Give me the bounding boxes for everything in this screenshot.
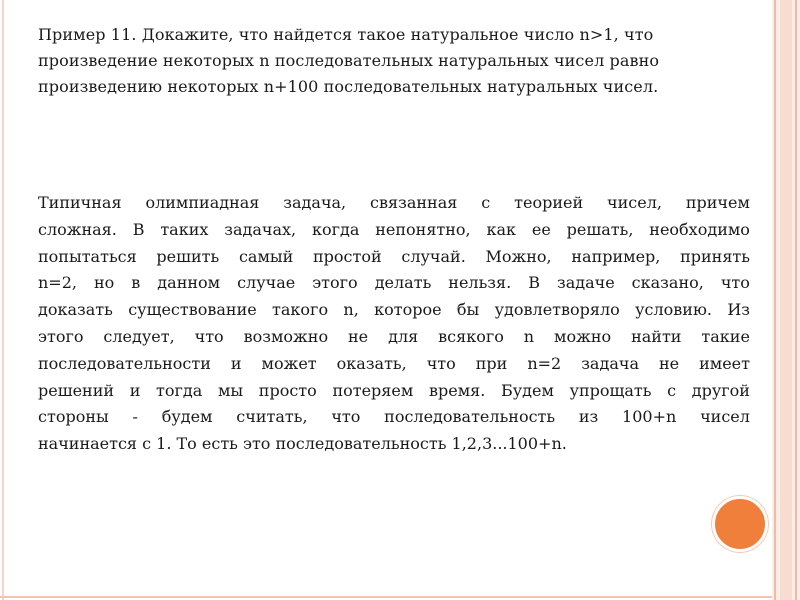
solution-line: Типичная олимпиадная задача, связанная с теорией чисел, причем <box>38 193 750 212</box>
problem-line: произведение некоторых n последовательных натуральных чисел равно <box>38 51 660 70</box>
solution-line: начинается с 1. То есть это последовательность 1,2,3...100+n. <box>38 434 567 454</box>
frame-right-inner-line <box>774 0 776 600</box>
frame-right-band <box>780 0 792 600</box>
solution-line: этого следует, что возможно не для всякого n можно найти такие <box>38 326 750 346</box>
decorative-circle <box>712 496 768 552</box>
frame-left-line <box>2 0 4 600</box>
solution-line: решений и тогда мы просто потеряем время. Будем упрощать с другой <box>38 380 750 400</box>
problem-line: Пример 11. Докажите, что найдется такое натуральное число n>1, что <box>38 25 654 44</box>
solution-text <box>38 190 750 458</box>
solution-line: доказать существование такого n, которое бы удовлетворяло условию. Из <box>38 300 750 320</box>
frame-bottom-line <box>0 596 772 598</box>
solution-line: попытаться решить самый простой случай. Можно, например, принять <box>38 246 750 266</box>
solution-line: последовательности и может оказать, что при n=2 задача не имеет <box>38 353 750 373</box>
frame-right-outer-line <box>795 0 797 600</box>
problem-statement <box>38 22 738 100</box>
solution-line: n=2, но в данном случае этого делать нельзя. В задаче сказано, что <box>38 273 750 293</box>
solution-line: стороны - будем считать, что последовательность из 100+n чисел <box>38 407 750 427</box>
solution-line: сложная. В таких задачах, когда непонятно, как ее решать, необходимо <box>38 219 750 239</box>
problem-line: произведению некоторых n+100 последовательных натуральных чисел. <box>38 77 659 96</box>
